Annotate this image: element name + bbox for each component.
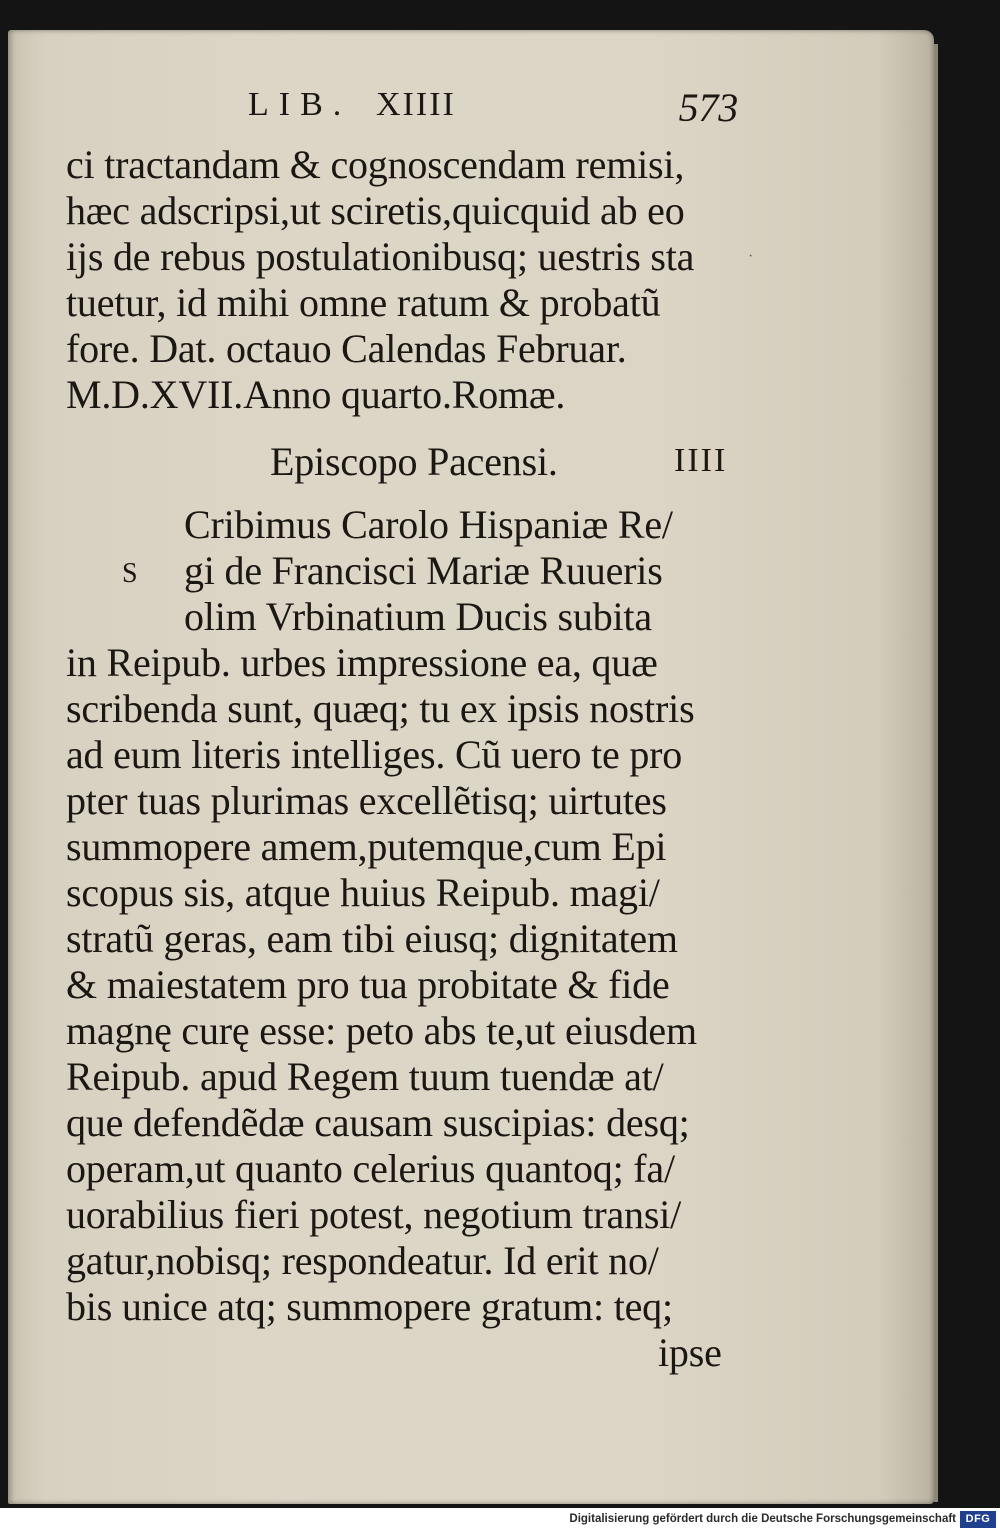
text-line: scopus sis, atque huius Reipub. magi/	[66, 870, 660, 915]
letter-heading: Episcopo Pacensi.	[270, 439, 558, 484]
text-line: uorabilius fieri potest, negotium transi/	[66, 1192, 682, 1237]
catchword: ipse	[658, 1330, 722, 1375]
stray-mark: ·	[748, 248, 754, 265]
running-head	[248, 86, 744, 130]
text-line: operam,ut quanto celerius quantoq; fa/	[66, 1146, 675, 1191]
text-line: M.D.XVII.Anno quarto.Romæ.	[66, 372, 566, 417]
text-line: ad eum literis intelliges. Cũ uero te pro	[66, 732, 683, 777]
text-line: hæc adscripsi,ut sciretis,quicquid ab eo	[66, 188, 685, 233]
running-head-lib: LIB.	[248, 86, 352, 123]
letter-number: IIII	[674, 442, 728, 479]
text-line: olim Vrbinatium Ducis subita	[184, 594, 652, 639]
text-line: stratũ geras, eam tibi eiusq; dignitatem	[66, 916, 678, 961]
text-line: gi de Francisci Mariæ Ruueris	[184, 548, 663, 593]
text-line: tuetur, id mihi omne ratum & probatũ	[66, 280, 661, 325]
text-line: bis unice atq; summopere gratum: teq;	[66, 1284, 673, 1329]
digitization-footer	[0, 1508, 1000, 1532]
text-line: summopere amem,putemque,cum Epi	[66, 824, 667, 869]
text-line: gatur,nobisq; respondeatur. Id erit no/	[66, 1238, 659, 1283]
text-line: Reipub. apud Regem tuum tuendæ at/	[66, 1054, 664, 1099]
running-head-book-number: XIIII	[376, 86, 456, 123]
dfg-logo: DFG	[960, 1511, 996, 1528]
page-edge	[934, 44, 938, 1502]
text-line: fore. Dat. octauo Calendas Februar.	[66, 326, 627, 371]
book-page	[8, 30, 934, 1504]
text-line: scribenda sunt, quæq; tu ex ipsis nostris	[66, 686, 695, 731]
folio-number: 573	[678, 85, 738, 130]
text-line: magnę curę esse: peto abs te,ut eiusdem	[66, 1008, 697, 1053]
text-line: pter tuas plurimas excellẽtisq; uirtutes	[66, 778, 667, 823]
text-line: ijs de rebus postulationibusq; uestris sta	[66, 234, 695, 279]
text-line: in Reipub. urbes impressione ea, quæ	[66, 640, 658, 685]
text-line: que defendẽdæ causam suscipias: desq;	[66, 1100, 690, 1145]
initial-letter-guide: S	[122, 558, 138, 589]
funding-credit: Digitalisierung gefördert durch die Deutsche Forschungsgemeinschaft	[569, 1513, 956, 1525]
text-line: & maiestatem pro tua probitate & fide	[66, 962, 670, 1007]
text-line: Cribimus Carolo Hispaniæ Re/	[184, 502, 673, 547]
text-line: ci tractandam & cognoscendam remisi,	[66, 142, 685, 187]
